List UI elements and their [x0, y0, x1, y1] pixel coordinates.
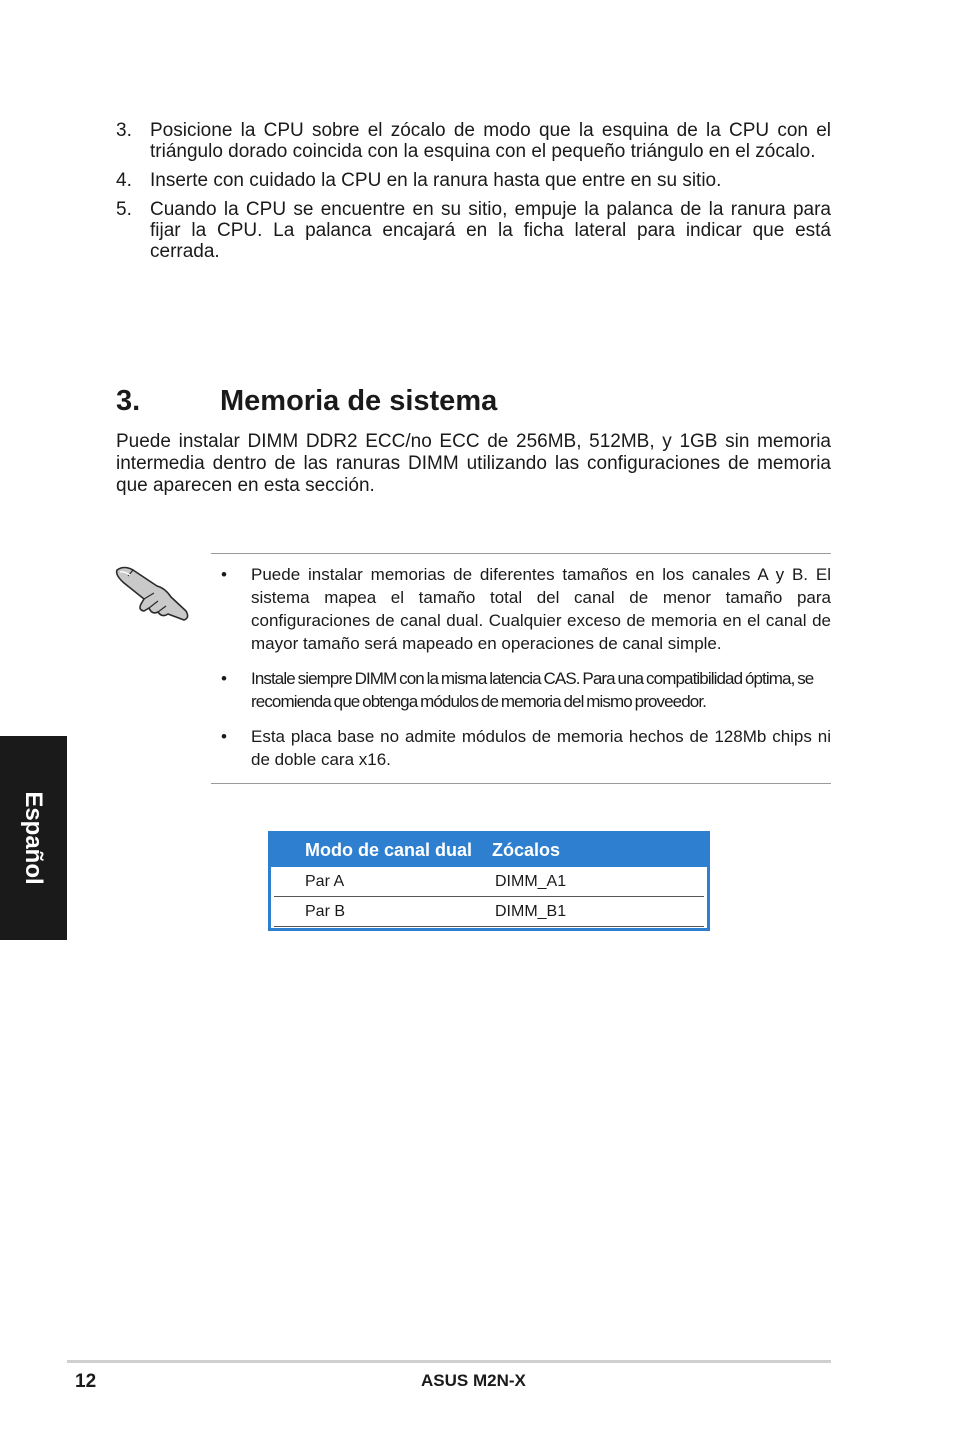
footer-divider: [67, 1360, 831, 1363]
page-number: 12: [75, 1371, 97, 1392]
note-text: Puede instalar memorias de diferentes tamaños en los canales A y B. El sistema mapea el tamaño total del canal de menor tamaño para configuraciones de canal dual. Cualquier exceso de memoria en el canal de mayor tamaño será mapeado en operaciones de canal simple.: [251, 565, 831, 653]
section-number: 3.: [116, 385, 141, 417]
product-name: ASUS M2N-X: [421, 1371, 526, 1390]
intro-paragraph: Puede instalar DIMM DDR2 ECC/no ECC de 256MB, 512MB, y 1GB sin memoria intermedia dentro de las ranuras DIMM utilizando las configuraciones de memoria que aparecen en esta sección.: [116, 431, 831, 496]
cell-pair: Par A: [305, 872, 345, 890]
step-text: Cuando la CPU se encuentre en su sitio, empuje la palanca de la ranura para fijar la CPU. La palanca encajará en la ficha lateral para indicar que está cerrada.: [150, 199, 831, 262]
pointing-hand-icon: [114, 562, 190, 622]
step-text: Posicione la CPU sobre el zócalo de modo que la esquina de la CPU con el triángulo dorado coincida con la esquina con el pequeño triángulo en el zócalo.: [150, 120, 831, 162]
cell-socket: DIMM_B1: [495, 902, 567, 920]
bullet: •: [221, 565, 227, 584]
header-channel-mode: Modo de canal dual: [305, 840, 473, 860]
note-box: [211, 553, 831, 784]
step-item: [116, 120, 831, 162]
cell-pair: Par B: [305, 902, 346, 920]
language-label: Español: [20, 791, 47, 885]
dual-channel-table: [268, 831, 710, 931]
step-number: 5.: [116, 199, 132, 220]
cell-socket: DIMM_A1: [495, 872, 567, 890]
step-item: [116, 170, 831, 191]
section-title: Memoria de sistema: [220, 385, 498, 417]
table-header: [271, 834, 707, 867]
note-item: [211, 725, 831, 771]
table-row: [274, 867, 704, 897]
header-sockets: Zócalos: [492, 840, 561, 860]
bullet: •: [221, 727, 227, 746]
note-text: Esta placa base no admite módulos de memoria hechos de 128Mb chips ni de doble cara x16.: [251, 727, 831, 769]
note-item: [211, 667, 831, 713]
step-text: Inserte con cuidado la CPU en la ranura hasta que entre en su sitio.: [150, 170, 722, 191]
note-text: Instale siempre DIMM con la misma latencia CAS. Para una compatibilidad óptima, se recomienda que obtenga módulos de memoria del mismo proveedor.: [251, 669, 814, 711]
table-row: [274, 897, 704, 927]
step-item: [116, 199, 831, 262]
step-number: 4.: [116, 170, 132, 191]
section-heading: [116, 383, 497, 419]
step-number: 3.: [116, 120, 132, 141]
installation-steps: [116, 120, 831, 270]
note-item: [211, 563, 831, 655]
bullet: •: [221, 669, 227, 688]
language-side-tab: [0, 736, 67, 940]
